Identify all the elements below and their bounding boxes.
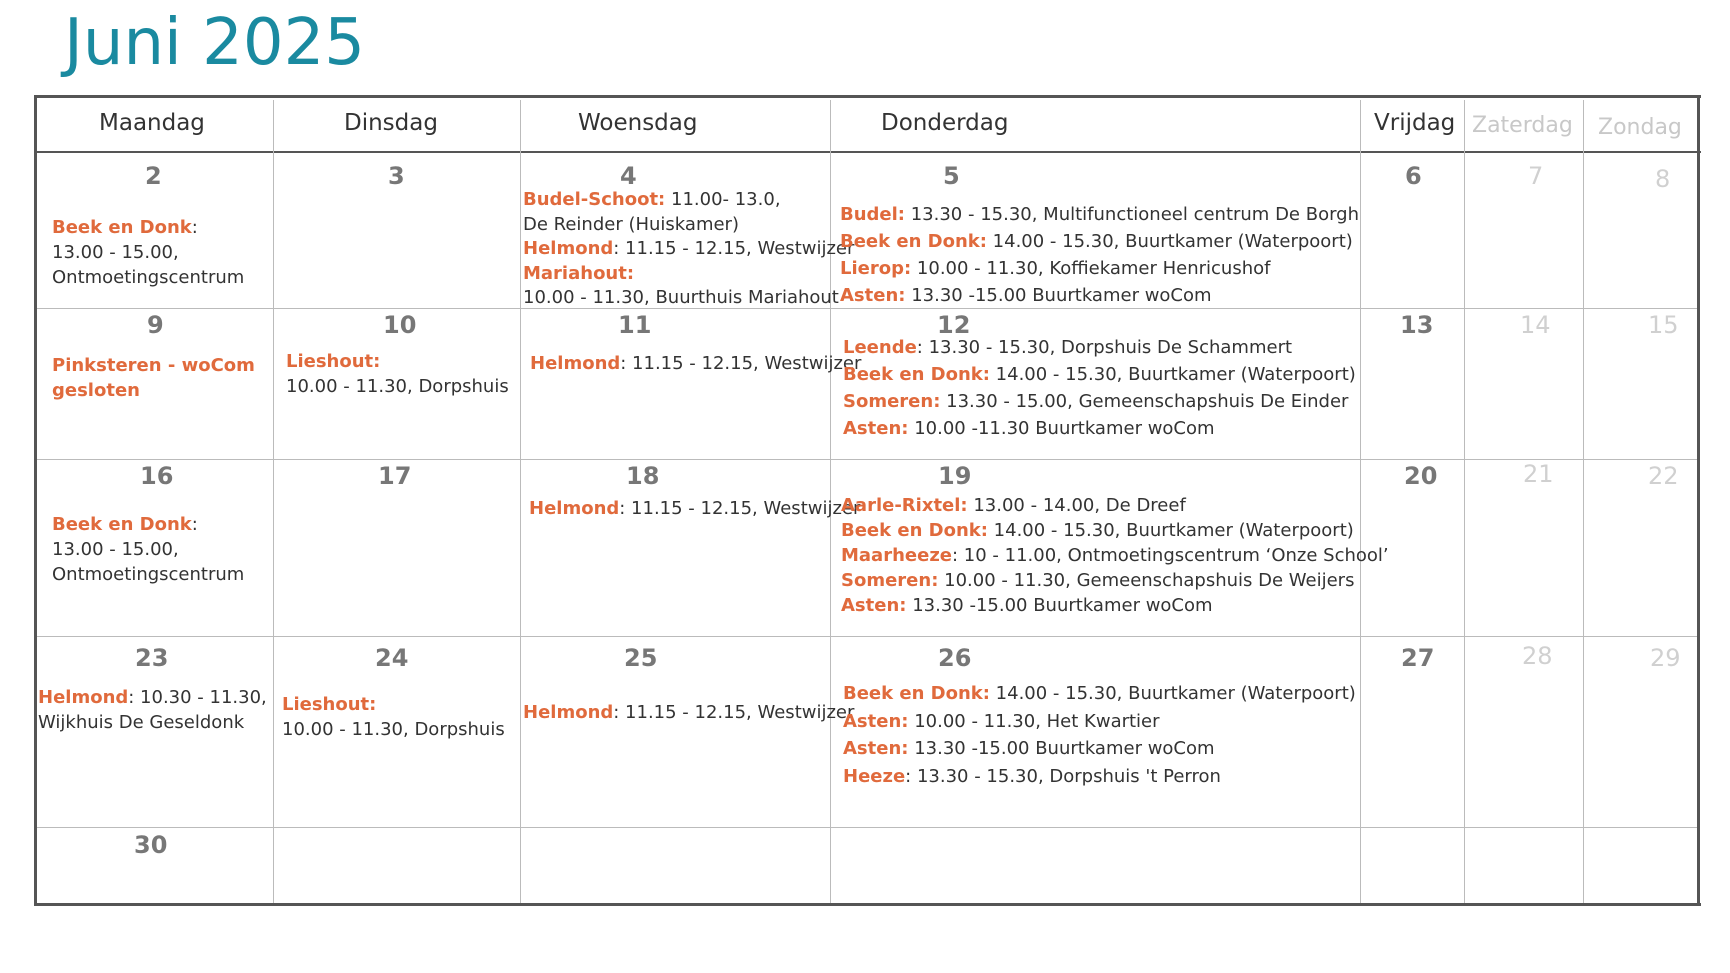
day-number: 19 (938, 462, 972, 490)
event-location: Someren: (843, 391, 941, 412)
event-text: : 11.15 - 12.15, Westwijzer (613, 702, 855, 723)
event-location: Asten: (840, 285, 906, 306)
day-number: 27 (1401, 644, 1435, 672)
event-text: 13.30 -15.00 Buurtkamer woCom (908, 738, 1215, 759)
header-zondag: Zondag (1598, 115, 1682, 140)
frame-top (34, 95, 1701, 98)
column-divider (520, 100, 521, 903)
event-text: 13.30 - 15.30, Multifunctioneel centrum De Borgh (905, 204, 1359, 225)
event-text: 11.00- 13.0, (665, 189, 781, 210)
column-divider (273, 100, 274, 903)
column-divider (1583, 100, 1584, 903)
column-divider (1464, 100, 1465, 903)
day-number: 21 (1523, 460, 1554, 488)
event-text: 13.00 - 15.00, (52, 242, 179, 263)
event-text: 10.00 - 11.30, Koffiekamer Henricushof (911, 258, 1271, 279)
event-text: Ontmoetingscentrum (52, 564, 245, 585)
day-number: 18 (626, 462, 660, 490)
event-location: Helmond (523, 238, 614, 259)
event-text: : (191, 514, 198, 535)
event-text: : 10.30 - 11.30, (128, 687, 267, 708)
day-number: 2 (145, 162, 162, 190)
day-number: 7 (1528, 162, 1544, 190)
day-number: 23 (135, 644, 169, 672)
event-text: 13.30 -15.00 Buurtkamer woCom (906, 595, 1213, 616)
event-location: Beek en Donk: (841, 520, 988, 541)
event-text: Wijkhuis De Geseldonk (38, 712, 245, 733)
day-number: 5 (943, 162, 960, 190)
day-number: 11 (618, 311, 652, 339)
day-number: 12 (937, 311, 971, 339)
day-number: 8 (1655, 165, 1671, 193)
week-divider (37, 636, 1697, 637)
header-zaterdag: Zaterdag (1472, 113, 1573, 138)
header-maandag: Maandag (99, 110, 205, 136)
event-location: Lieshout: (282, 694, 377, 715)
event-text: 13.30 - 15.00, Gemeenschapshuis De Einder (940, 391, 1349, 412)
event (38, 685, 267, 735)
event-text: 13.00 - 14.00, De Dreef (967, 495, 1186, 516)
event-location: Lierop: (840, 258, 912, 279)
day-number: 15 (1648, 311, 1679, 339)
event-text: : 10 - 11.00, Ontmoetingscentrum ‘Onze School’ (952, 545, 1389, 566)
event (840, 201, 1359, 309)
event-location: Helmond (523, 702, 614, 723)
event-location: Beek en Donk (52, 217, 192, 238)
header-dinsdag: Dinsdag (344, 110, 438, 136)
event (52, 215, 244, 290)
event-location: Asten: (841, 595, 907, 616)
frame-right (1697, 95, 1700, 905)
event-text: 14.00 - 15.30, Buurtkamer (Waterpoort) (989, 364, 1356, 385)
event-location: Beek en Donk: (843, 683, 990, 704)
day-number: 26 (938, 644, 972, 672)
event (523, 188, 854, 311)
event-location: Mariahout: (523, 262, 635, 284)
event (529, 496, 860, 521)
header-vrijdag: Vrijdag (1374, 110, 1456, 136)
event-text: 14.00 - 15.30, Buurtkamer (Waterpoort) (986, 231, 1353, 252)
day-number: 24 (375, 644, 409, 672)
event-location: Pinksteren - woCom (52, 355, 255, 376)
event-text: 14.00 - 15.30, Buurtkamer (Waterpoort) (987, 520, 1354, 541)
event-location: Asten: (843, 738, 909, 759)
event (843, 334, 1356, 442)
day-number: 29 (1650, 644, 1681, 672)
event-text: : 11.15 - 12.15, Westwijzer (619, 498, 861, 519)
event-location: Helmond (38, 687, 129, 708)
event-text: 10.00 - 11.30, Buurthuis Mariahout (523, 287, 839, 308)
event (286, 349, 509, 399)
day-number: 25 (624, 644, 658, 672)
event-text: : 13.30 - 15.30, Dorpshuis De Schammert (916, 337, 1293, 358)
event-text: 10.00 - 11.30, Dorpshuis (282, 719, 505, 740)
page-title: Juni 2025 (64, 6, 365, 80)
event-location: Aarle-Rixtel: (841, 495, 968, 516)
day-number: 28 (1522, 642, 1553, 670)
event-location: Lieshout: (286, 351, 381, 372)
day-number: 13 (1400, 311, 1434, 339)
event-text: 10.00 - 11.30, Gemeenschapshuis De Weijers (938, 570, 1355, 591)
event-location: Budel: (840, 204, 905, 225)
day-number: 30 (134, 831, 168, 859)
event-text: 13.30 -15.00 Buurtkamer woCom (905, 285, 1212, 306)
week-divider (37, 827, 1697, 828)
header-donderdag: Donderdag (881, 110, 1009, 136)
header-woensdag: Woensdag (578, 110, 698, 136)
event-location: Heeze (843, 765, 906, 787)
header-divider (34, 151, 1701, 153)
event (52, 353, 255, 403)
event-location: Budel-Schoot: (523, 189, 666, 210)
event-text: 10.00 -11.30 Buurtkamer woCom (908, 418, 1215, 439)
week-divider (37, 459, 1697, 460)
event-location: Asten: (843, 710, 909, 732)
event-location: gesloten (52, 380, 140, 401)
event (523, 700, 854, 725)
day-number: 22 (1648, 462, 1679, 490)
event-text: 14.00 - 15.30, Buurtkamer (Waterpoort) (989, 683, 1356, 704)
event-location: Asten: (843, 418, 909, 439)
frame-bottom (34, 903, 1701, 906)
day-number: 4 (620, 162, 637, 190)
event-location: Leende (843, 337, 917, 358)
day-number: 3 (388, 162, 405, 190)
event-location: Helmond (530, 353, 621, 374)
event-text: De Reinder (Huiskamer) (523, 213, 739, 235)
event-text: Ontmoetingscentrum (52, 267, 245, 288)
frame-left (34, 95, 37, 905)
day-number: 9 (147, 311, 164, 339)
event-text: : 11.15 - 12.15, Westwijzer (613, 238, 855, 259)
day-number: 20 (1404, 462, 1438, 490)
day-number: 14 (1520, 311, 1551, 339)
day-number: 10 (383, 311, 417, 339)
event (843, 680, 1356, 790)
event-location: Helmond (529, 498, 620, 519)
event-location: Someren: (841, 570, 939, 591)
event (52, 512, 244, 587)
event (841, 493, 1389, 618)
day-number: 6 (1405, 162, 1422, 190)
event (282, 692, 505, 742)
day-number: 16 (140, 462, 174, 490)
event-text: : 13.30 - 15.30, Dorpshuis 't Perron (905, 765, 1221, 787)
event-text: 13.00 - 15.00, (52, 539, 179, 560)
event-location: Beek en Donk: (840, 231, 987, 252)
event-location: Beek en Donk (52, 514, 192, 535)
event-text: : (191, 217, 198, 238)
day-number: 17 (378, 462, 412, 490)
event-text: 10.00 - 11.30, Het Kwartier (908, 710, 1160, 732)
event-text: 10.00 - 11.30, Dorpshuis (286, 376, 509, 397)
event-text: : 11.15 - 12.15, Westwijzer (620, 353, 862, 374)
event-location: Maarheeze (841, 545, 952, 566)
event (530, 351, 861, 376)
event-location: Beek en Donk: (843, 364, 990, 385)
